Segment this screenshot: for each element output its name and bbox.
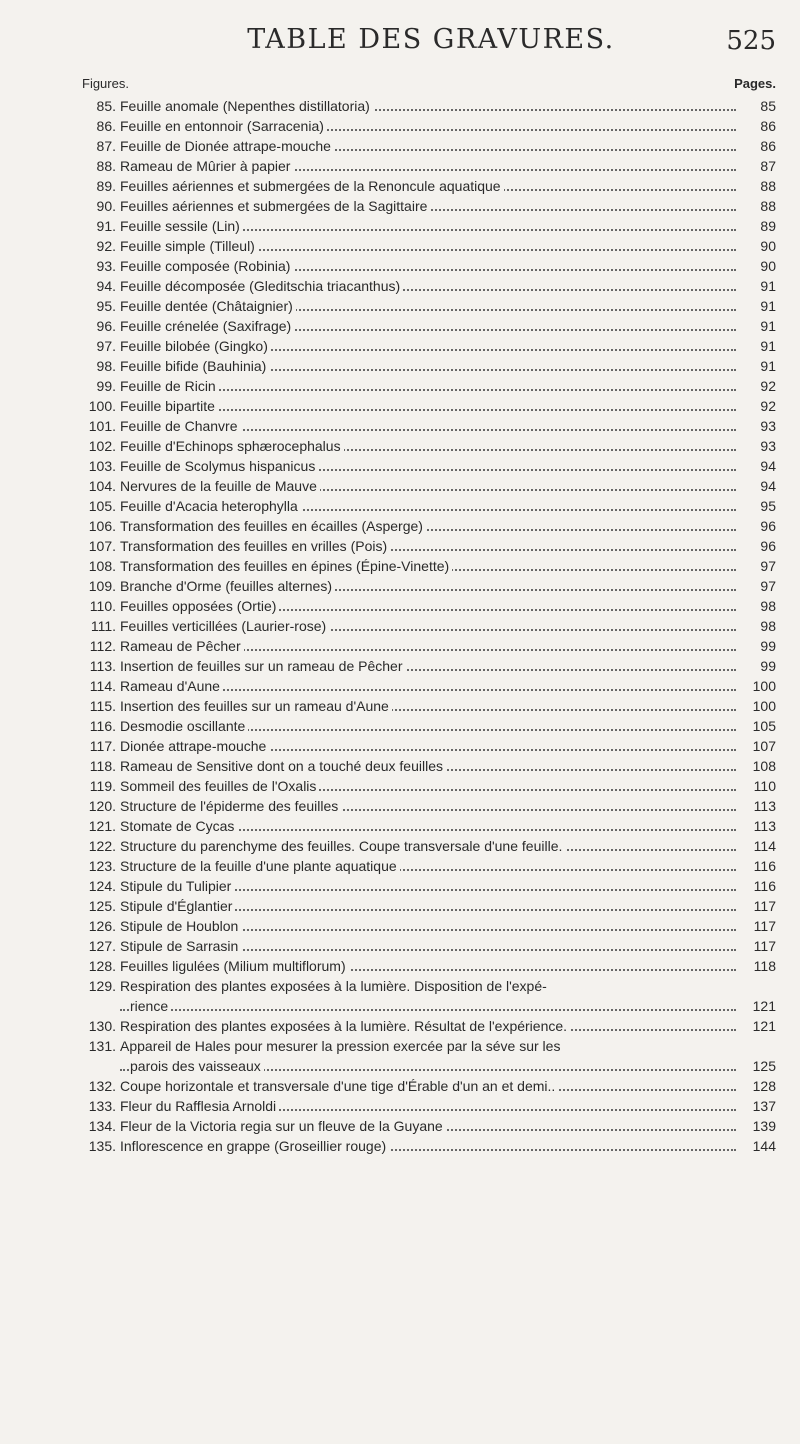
page-ref: 92	[760, 378, 776, 394]
figure-title: Feuille crénelée (Saxifrage)	[120, 318, 294, 334]
figure-number: 128.	[88, 958, 116, 974]
figure-title: Feuille sessile (Lin)	[120, 218, 243, 234]
figure-number: 87.	[96, 138, 116, 154]
list-item	[82, 856, 776, 876]
list-item	[82, 176, 776, 196]
list-item	[82, 336, 776, 356]
figure-number: 106.	[88, 518, 116, 534]
page-ref: 92	[760, 398, 776, 414]
entry-body	[120, 396, 736, 416]
page-ref: 86	[760, 138, 776, 154]
list-item	[82, 1136, 776, 1156]
figure-number: 123.	[88, 858, 116, 874]
figure-title: Stipule du Tulipier	[120, 878, 234, 894]
entry-body	[120, 376, 736, 396]
figure-number: 103.	[88, 458, 116, 474]
entry-body	[120, 96, 736, 116]
page-ref: 95	[760, 498, 776, 514]
figure-list	[82, 96, 776, 1156]
figure-number: 134.	[88, 1118, 116, 1134]
figure-number: 104.	[88, 478, 116, 494]
list-item	[82, 696, 776, 716]
list-item	[82, 456, 776, 476]
list-item	[82, 1076, 776, 1096]
column-headings	[82, 76, 776, 96]
figure-number: 120.	[88, 798, 116, 814]
list-item	[82, 136, 776, 156]
figure-title: Fleur du Rafflesia Arnoldi	[120, 1098, 279, 1114]
figure-number: 133.	[88, 1098, 116, 1114]
figure-title: Stipule d'Églantier	[120, 898, 235, 914]
page-ref: 90	[760, 258, 776, 274]
list-item	[82, 736, 776, 756]
figure-title: Feuilles verticillées (Laurier-rose)	[120, 618, 329, 634]
figure-title: Feuille d'Acacia heterophylla	[120, 498, 301, 514]
entry-body	[120, 836, 736, 856]
figure-number: 132.	[88, 1078, 116, 1094]
entry-body	[120, 1116, 736, 1136]
page-ref: 91	[760, 278, 776, 294]
list-item	[82, 836, 776, 856]
figure-number: 114.	[89, 678, 116, 694]
figure-number: 124.	[88, 878, 116, 894]
running-title: TABLE DES GRAVURES.	[247, 24, 615, 55]
figure-title-line1: Respiration des plantes exposées à la lumière. Disposition de l'expé-	[120, 978, 547, 994]
entry-body	[120, 436, 736, 456]
entry-body	[120, 916, 736, 936]
figure-title: Feuille bilobée (Gingko)	[120, 338, 271, 354]
figure-title: Feuilles aériennes et submergées de la Sagittaire	[120, 198, 430, 214]
page-ref: 118	[753, 958, 776, 974]
figure-title: Rameau de Pêcher	[120, 638, 244, 654]
page-ref: 125	[752, 1058, 776, 1074]
figure-number: 130.	[88, 1018, 116, 1034]
list-item	[82, 636, 776, 656]
figure-number: 121.	[88, 818, 116, 834]
entry-body	[120, 296, 736, 316]
entry-body	[120, 796, 736, 816]
list-item	[82, 596, 776, 616]
figure-number: 118.	[89, 758, 116, 774]
figure-number: 127.	[88, 938, 116, 954]
entry-body	[120, 616, 736, 636]
entry-body	[120, 756, 736, 776]
list-item	[82, 556, 776, 576]
figure-title: Respiration des plantes exposées à la lumière. Résultat de l'expérience.	[120, 1018, 570, 1034]
list-item	[82, 356, 776, 376]
entry-body	[120, 516, 736, 536]
page-ref: 117	[753, 938, 776, 954]
figure-number: 135.	[88, 1138, 116, 1154]
entry-body	[120, 716, 736, 736]
figure-title: Structure de la feuille d'une plante aquatique	[120, 858, 400, 874]
entry-body	[120, 956, 736, 976]
page-ref: 96	[760, 518, 776, 534]
figure-title: Rameau de Mûrier à papier	[120, 158, 293, 174]
list-item	[82, 896, 776, 916]
figure-number: 105.	[88, 498, 116, 514]
entry-body	[120, 176, 736, 196]
pages-heading: Pages.	[734, 76, 776, 91]
figure-title: Feuilles aériennes et submergées de la Renoncule aquatique	[120, 178, 504, 194]
page-ref: 87	[760, 158, 776, 174]
list-item	[82, 816, 776, 836]
list-item	[82, 436, 776, 456]
entry-body	[120, 136, 736, 156]
list-item	[82, 616, 776, 636]
entry-body	[120, 876, 736, 896]
figure-title: Feuille décomposée (Gleditschia triacanthus)	[120, 278, 403, 294]
entry-body	[120, 336, 736, 356]
list-item	[82, 576, 776, 596]
page-ref: 100	[752, 678, 776, 694]
figure-number: 89.	[96, 178, 116, 194]
figure-title: Feuille en entonnoir (Sarracenia)	[120, 118, 327, 134]
page-ref: 91	[760, 298, 776, 314]
list-item	[82, 656, 776, 676]
entry-body	[120, 856, 736, 876]
entry-body	[120, 696, 736, 716]
figure-number: 116.	[89, 718, 116, 734]
figure-number: 108.	[88, 558, 116, 574]
figure-title: Branche d'Orme (feuilles alternes)	[120, 578, 335, 594]
figure-number: 94.	[96, 278, 116, 294]
page-ref: 100	[752, 698, 776, 714]
figure-number: 92.	[96, 238, 116, 254]
page-ref: 93	[760, 418, 776, 434]
page-ref: 89	[760, 218, 776, 234]
figure-title: Feuille de Ricin	[120, 378, 219, 394]
page-ref: 117	[753, 918, 776, 934]
figure-title: Stipule de Houblon	[120, 918, 241, 934]
page-ref: 144	[752, 1138, 776, 1154]
figure-title: Desmodie oscillante	[120, 718, 248, 734]
figure-title: Transformation des feuilles en vrilles (Pois)	[120, 538, 390, 554]
figure-title: Feuille bipartite	[120, 398, 218, 414]
figure-title: Feuille d'Echinops sphærocephalus	[120, 438, 344, 454]
figure-title: Transformation des feuilles en épines (Épine-Vinette)	[120, 558, 452, 574]
figure-title: Rameau de Sensitive dont on a touché deux feuilles	[120, 758, 446, 774]
entry-body	[120, 1016, 736, 1036]
page-ref: 94	[760, 458, 776, 474]
figure-number: 110.	[89, 598, 116, 614]
page-ref: 113	[753, 798, 776, 814]
figure-number: 109.	[88, 578, 116, 594]
figure-title: Structure du parenchyme des feuilles. Coupe transversale d'une feuille.	[120, 838, 565, 854]
figure-number: 115.	[89, 698, 116, 714]
entry-body	[120, 156, 736, 176]
list-item	[82, 916, 776, 936]
figure-title-line2-wrap	[120, 1056, 736, 1076]
figure-number: 131.	[88, 1038, 116, 1054]
page-ref: 113	[753, 818, 776, 834]
list-item	[82, 796, 776, 816]
page-ref: 93	[760, 438, 776, 454]
list-item	[82, 956, 776, 976]
list-item	[82, 476, 776, 496]
list-item	[82, 196, 776, 216]
figure-title: Insertion de feuilles sur un rameau de Pêcher	[120, 658, 406, 674]
list-item	[82, 516, 776, 536]
list-item	[82, 496, 776, 516]
list-item	[82, 976, 776, 1016]
figure-title: Stomate de Cycas	[120, 818, 237, 834]
figure-number: 100.	[88, 398, 116, 414]
figure-number: 111.	[90, 618, 116, 634]
figure-number: 119.	[89, 778, 116, 794]
page-ref: 108	[752, 758, 776, 774]
figure-title: Fleur de la Victoria regia sur un fleuve de la Guyane	[120, 1118, 446, 1134]
leader-dots	[120, 1009, 736, 1011]
list-item	[82, 376, 776, 396]
figures-heading: Figures.	[82, 76, 129, 91]
figure-number: 102.	[88, 438, 116, 454]
entry-body	[120, 556, 736, 576]
entry-body	[120, 776, 736, 796]
entry-body	[120, 496, 736, 516]
page-ref: 117	[753, 898, 776, 914]
list-item	[82, 316, 776, 336]
page-ref: 91	[760, 318, 776, 334]
page-ref: 114	[753, 838, 776, 854]
figure-title-line1: Appareil de Hales pour mesurer la pression exercée par la séve sur les	[120, 1038, 561, 1054]
figure-title: Insertion des feuilles sur un rameau d'Aune	[120, 698, 392, 714]
page-ref: 116	[753, 858, 776, 874]
figure-title: Feuille de Chanvre	[120, 418, 241, 434]
list-item	[82, 416, 776, 436]
entry-body	[120, 896, 736, 916]
page-ref: 88	[760, 198, 776, 214]
entry-body	[120, 116, 736, 136]
page-ref: 110	[753, 778, 776, 794]
figure-number: 101.	[88, 418, 116, 434]
figure-number: 98.	[96, 358, 116, 374]
page-ref: 128	[752, 1078, 776, 1094]
list-item	[82, 256, 776, 276]
figure-number: 122.	[88, 838, 116, 854]
page-ref: 97	[760, 558, 776, 574]
figure-title: Transformation des feuilles en écailles (Asperge)	[120, 518, 426, 534]
figure-number: 93.	[96, 258, 116, 274]
figure-title-line2: parois des vaisseaux	[130, 1058, 264, 1074]
entry-body	[120, 276, 736, 296]
entry-body	[120, 596, 736, 616]
figure-title: Sommeil des feuilles de l'Oxalis	[120, 778, 319, 794]
figure-number: 112.	[89, 638, 116, 654]
list-item	[82, 276, 776, 296]
figure-title: Structure de l'épiderme des feuilles	[120, 798, 341, 814]
entry-body	[120, 1076, 736, 1096]
page-ref: 96	[760, 538, 776, 554]
entry-body	[120, 1136, 736, 1156]
page-ref: 121	[752, 998, 776, 1014]
page-ref: 85	[760, 98, 776, 114]
list-item	[82, 236, 776, 256]
entry-body	[120, 676, 736, 696]
list-item	[82, 676, 776, 696]
figure-title: Feuille composée (Robinia)	[120, 258, 293, 274]
figure-title: Dionée attrape-mouche	[120, 738, 269, 754]
page-ref: 86	[760, 118, 776, 134]
figure-title: Feuilles ligulées (Milium multiflorum)	[120, 958, 349, 974]
list-item	[82, 1096, 776, 1116]
page-ref: 116	[753, 878, 776, 894]
figure-title-line2-wrap	[120, 996, 736, 1016]
running-head	[86, 24, 776, 64]
list-item	[82, 216, 776, 236]
page-ref: 121	[752, 1018, 776, 1034]
entry-body	[120, 1096, 736, 1116]
entry-body	[120, 816, 736, 836]
list-item	[82, 536, 776, 556]
list-item	[82, 116, 776, 136]
entry-body	[120, 356, 736, 376]
figure-title: Feuille dentée (Châtaignier)	[120, 298, 296, 314]
figure-title: Feuille simple (Tilleul)	[120, 238, 258, 254]
page-ref: 97	[760, 578, 776, 594]
page-ref: 98	[760, 618, 776, 634]
figure-number: 91.	[96, 218, 116, 234]
entry-body	[120, 1036, 736, 1076]
figure-title: Nervures de la feuille de Mauve	[120, 478, 320, 494]
figure-number: 95.	[96, 298, 116, 314]
entry-body	[120, 236, 736, 256]
entry-body	[120, 316, 736, 336]
page-ref: 91	[760, 338, 776, 354]
figure-number: 113.	[89, 658, 116, 674]
entry-body	[120, 636, 736, 656]
figure-number: 85.	[96, 98, 116, 114]
list-item	[82, 876, 776, 896]
figure-number: 97.	[96, 338, 116, 354]
figure-title: Feuille bifide (Bauhinia)	[120, 358, 269, 374]
figure-title: Feuille de Dionée attrape-mouche	[120, 138, 334, 154]
page-ref: 88	[760, 178, 776, 194]
entry-body	[120, 976, 736, 1016]
figure-number: 107.	[88, 538, 116, 554]
figure-number: 86.	[96, 118, 116, 134]
page-ref: 99	[760, 658, 776, 674]
figure-title: Coupe horizontale et transversale d'une tige d'Érable d'un an et demi..	[120, 1078, 558, 1094]
entry-body	[120, 936, 736, 956]
figure-number: 96.	[96, 318, 116, 334]
figure-title: Feuille anomale (Nepenthes distillatoria)	[120, 98, 373, 114]
figure-number: 126.	[88, 918, 116, 934]
list-item	[82, 776, 776, 796]
entry-body	[120, 656, 736, 676]
list-item	[82, 1036, 776, 1076]
list-item	[82, 96, 776, 116]
list-item	[82, 296, 776, 316]
page-ref: 91	[760, 358, 776, 374]
figure-title: Inflorescence en grappe (Groseillier rouge)	[120, 1138, 389, 1154]
entry-body	[120, 476, 736, 496]
page-ref: 139	[752, 1118, 776, 1134]
entry-body	[120, 196, 736, 216]
figure-number: 125.	[88, 898, 116, 914]
page-ref: 94	[760, 478, 776, 494]
entry-body	[120, 736, 736, 756]
list-item	[82, 716, 776, 736]
page-ref: 90	[760, 238, 776, 254]
figure-number: 117.	[89, 738, 116, 754]
list-item	[82, 156, 776, 176]
page-ref: 98	[760, 598, 776, 614]
entry-body	[120, 416, 736, 436]
page-ref: 105	[752, 718, 776, 734]
list-item	[82, 1016, 776, 1036]
figure-number: 129.	[88, 978, 116, 994]
list-item	[82, 756, 776, 776]
page-ref: 107	[752, 738, 776, 754]
entry-body	[120, 256, 736, 276]
figure-number: 90.	[96, 198, 116, 214]
figure-title: Rameau d'Aune	[120, 678, 223, 694]
figure-title: Feuille de Scolymus hispanicus	[120, 458, 318, 474]
entry-body	[120, 456, 736, 476]
list-item	[82, 396, 776, 416]
entry-body	[120, 576, 736, 596]
figure-number: 99.	[96, 378, 116, 394]
page-ref: 137	[752, 1098, 776, 1114]
entry-body	[120, 216, 736, 236]
list-item	[82, 1116, 776, 1136]
figure-title-line2: rience	[130, 998, 171, 1014]
figure-title: Feuilles opposées (Ortie)	[120, 598, 279, 614]
list-item	[82, 936, 776, 956]
figure-title: Stipule de Sarrasin	[120, 938, 241, 954]
figure-number: 88.	[96, 158, 116, 174]
entry-body	[120, 536, 736, 556]
page-number: 525	[726, 26, 776, 56]
page-ref: 99	[760, 638, 776, 654]
